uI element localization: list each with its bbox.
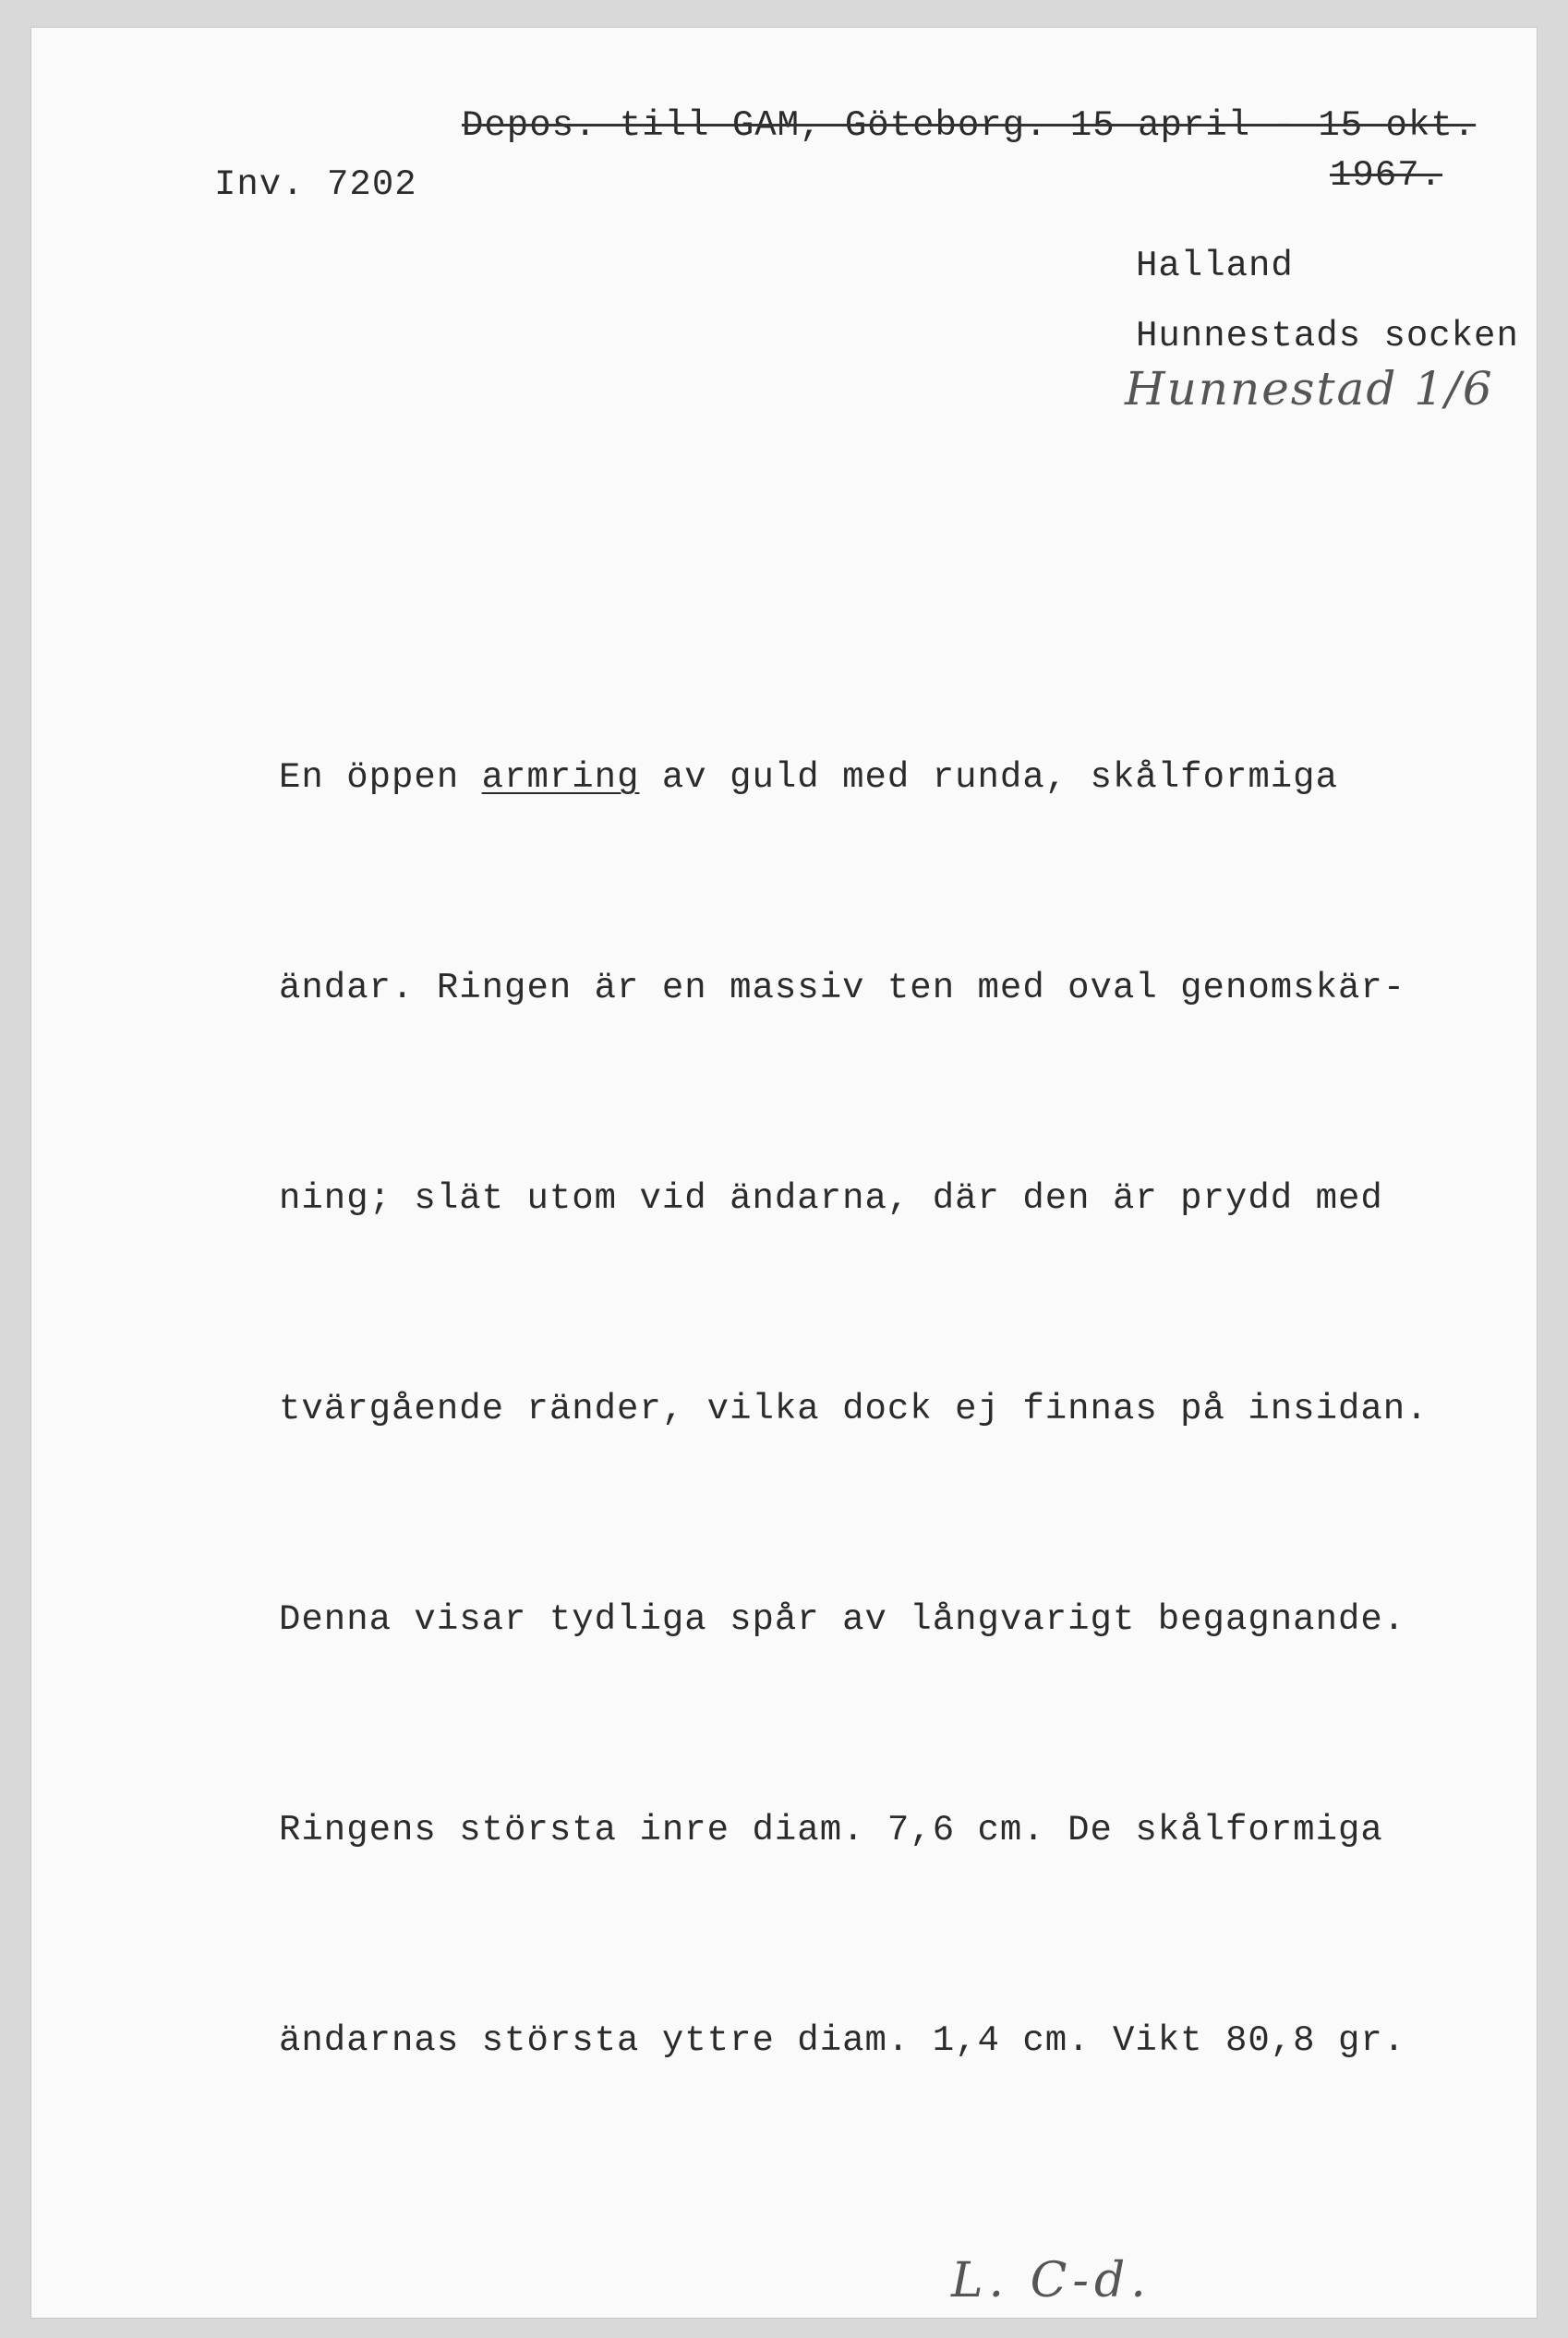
description-line: Ringens största inre diam. 7,6 cm. De skålformiga: [279, 1810, 1383, 1850]
description-line: tvärgående ränder, vilka dock ej finnas på insidan.: [279, 1389, 1429, 1429]
handwritten-initials: L. C-d.: [951, 2253, 1152, 2308]
underlined-term: armring: [481, 757, 640, 798]
description-line: Denna visar tydliga spår av långvarigt begagnande.: [279, 1599, 1406, 1640]
description-block: [279, 602, 1507, 2146]
handwritten-reference: Hunnestad 1/6: [1125, 362, 1494, 416]
deposit-note: Depos. till GAM, Göteborg. 15 april - 15 okt.: [462, 105, 1477, 146]
description-line: En öppen armring av guld med runda, skålformiga: [279, 757, 1338, 798]
description-line: ändarnas största yttre diam. 1,4 cm. Vikt 80,8 gr.: [279, 2020, 1406, 2061]
inventory-number: Inv. 7202: [214, 164, 417, 205]
parish-label: Hunnestads socken: [1136, 316, 1519, 356]
description-line: ning; slät utom vid ändarna, där den är prydd med: [279, 1178, 1383, 1219]
description-line: ändar. Ringen är en massiv ten med oval genomskär-: [279, 968, 1406, 1008]
region-label: Halland: [1136, 246, 1294, 286]
deposit-year: 1967.: [1330, 155, 1443, 196]
